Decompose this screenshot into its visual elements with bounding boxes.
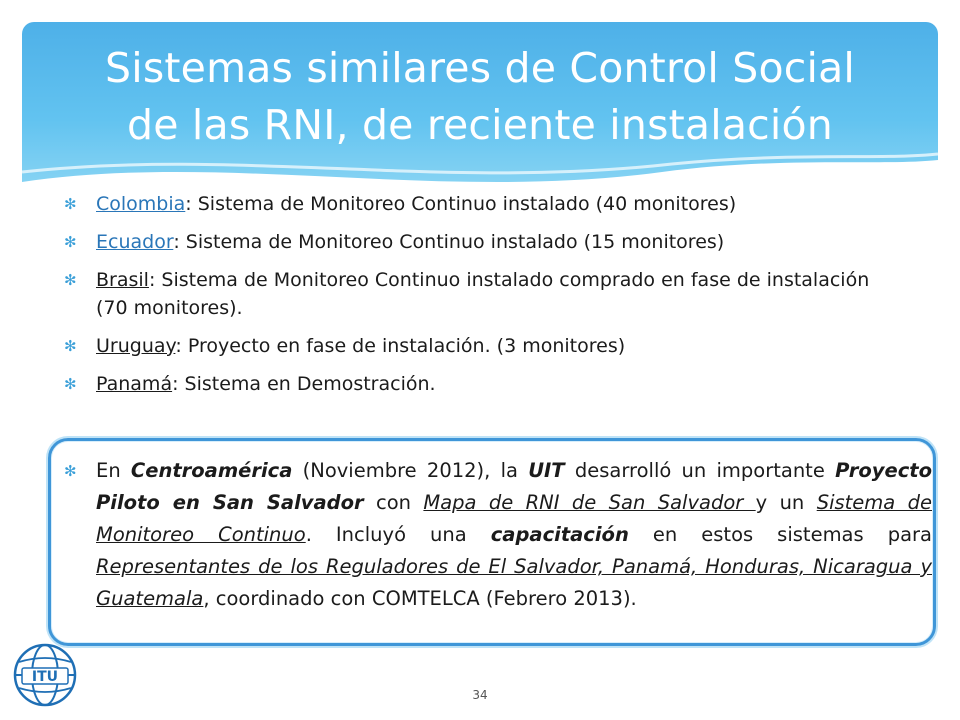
country-link-colombia[interactable]: Colombia (96, 193, 186, 215)
title-line-2: de las RNI, de reciente instalación (127, 101, 833, 149)
bullet-text: : Sistema de Monitoreo Continuo instalado (40 monitores) (185, 193, 737, 215)
text-run: . Incluyó una (305, 523, 491, 546)
emphasis-centroamerica: Centroamérica (130, 459, 293, 482)
bullet-uruguay (64, 332, 894, 360)
bullet-star-icon: ✻ (64, 375, 77, 393)
bullet-text: : Sistema de Monitoreo Continuo instalado (15 monitores) (173, 231, 725, 253)
highlight-text (64, 455, 932, 615)
logo-text: ITU (31, 669, 59, 685)
link-mapa-rni[interactable]: Mapa de RNI de San Salvador (423, 491, 756, 514)
bullet-star-icon: ✻ (64, 195, 77, 213)
text-run: en estos sistemas para (628, 523, 932, 546)
bullet-list (64, 190, 894, 408)
bullet-star-icon: ✻ (64, 271, 77, 289)
bullet-colombia (64, 190, 894, 218)
country-label-uruguay: Uruguay (96, 335, 176, 357)
page-number: 34 (472, 688, 488, 702)
country-label-panama: Panamá (96, 373, 173, 395)
country-link-ecuador[interactable]: Ecuador (96, 231, 174, 253)
bullet-star-icon: ✻ (64, 233, 77, 251)
link-representantes[interactable]: Representantes de los Reguladores de El Salvador, Panamá, Honduras, Nicaragua y Guatemala (96, 555, 932, 610)
text-run: En (96, 459, 131, 482)
bullet-star-icon: ✻ (64, 462, 77, 480)
slide-title (22, 40, 938, 154)
text-run: con (363, 491, 424, 514)
bullet-brasil (64, 266, 894, 322)
text-run: (Noviembre 2012), la (292, 459, 529, 482)
title-line-1: Sistemas similares de Control Social (105, 44, 855, 92)
emphasis-uit: UIT (528, 459, 565, 482)
bullet-text: : Proyecto en fase de instalación. (3 monitores) (175, 335, 626, 357)
text-run: desarrolló un importante (564, 459, 836, 482)
bullet-ecuador (64, 228, 894, 256)
bullet-panama (64, 370, 894, 398)
highlight-paragraph (64, 455, 932, 615)
text-run: , coordinado con COMTELCA (Febrero 2013). (203, 587, 637, 610)
itu-logo (10, 640, 80, 710)
country-label-brasil: Brasil (96, 269, 149, 291)
bullet-text: : Sistema de Monitoreo Continuo instalado comprado en fase de instalación (70 monitores). (96, 269, 870, 319)
emphasis-capacitacion: capacitación (490, 523, 629, 546)
bullet-text: : Sistema en Demostración. (172, 373, 436, 395)
bullet-star-icon: ✻ (64, 337, 77, 355)
text-run: y un (755, 491, 817, 514)
link-sistema-monitoreo[interactable]: Sistema de Monitoreo Continuo (96, 491, 932, 546)
emphasis-proyecto-piloto: Proyecto Piloto en San Salvador (96, 459, 932, 514)
